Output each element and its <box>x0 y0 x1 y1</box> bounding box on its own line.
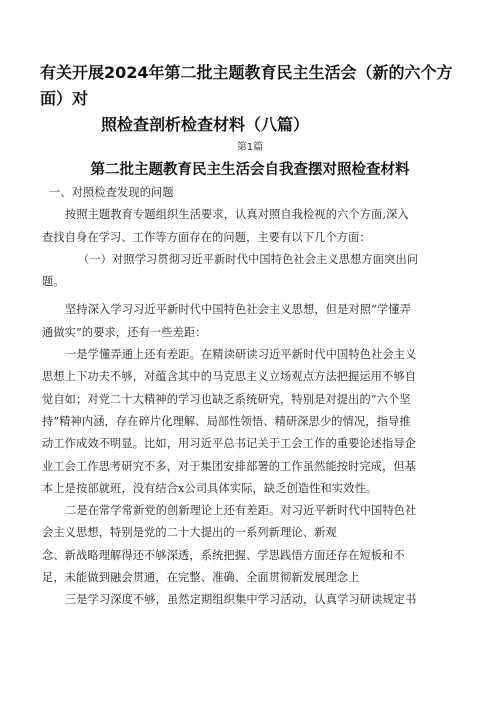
heading-problems: 一、对照检查发现的问题 <box>49 186 174 199</box>
paragraph-line: 一是学懂弄通上还有差距。在精读研读习近平新时代中国特色社会主义 <box>65 348 417 362</box>
paragraph-line: 按照主题教育专题组织生活要求，认真对照自我检视的六个方面,深入 <box>65 208 409 222</box>
document-body <box>42 182 462 612</box>
paragraph-line: 足，未能做到融会贯通，在完整、准确、全面贯彻新发展理念上 <box>42 571 360 585</box>
paragraph-intro <box>42 204 462 249</box>
paragraph-line: 通做实”的要求，还有一些差距： <box>42 325 207 339</box>
document-title <box>40 60 470 138</box>
paragraph-point-one <box>42 344 462 500</box>
paragraph-line: （一）对照学习贯彻习近平新时代中国特色社会主义思想方面突出问 <box>78 252 419 266</box>
paragraph-line: 坚持深入学习习近平新时代中国特色社会主义思想，但是对照“学懂弄 <box>65 303 411 317</box>
paragraph-line: 题。 <box>42 275 65 289</box>
paragraph-item-one <box>42 249 462 294</box>
paragraph-line: 会主义思想，特别是党的二十大提出的一系列新理论、新观 <box>42 526 337 540</box>
document-title-line-2: 照检查剖析检查材料（八篇） <box>101 115 310 134</box>
paragraph-line: 持”精神内涵，存在碎片化理解、局部性领悟、精研深思少的情况，指导推 <box>42 414 411 428</box>
document-title-line-1: 有关开展2024年第二批主题教育民主生活会（新的六个方面）对 <box>40 63 453 108</box>
paragraph-line: 三是学习深度不够，虽然定期组织集中学习活动，认真学习研读规定书 <box>65 593 417 607</box>
paragraph-line: 业工会工作思考研究不多，对于集团安排部署的工作虽然能按时完成，但基 <box>42 459 417 473</box>
paragraph-line: 觉自如；对党二十大精神的学习也缺乏系统研究，特别是对提出的“六个坚 <box>42 392 411 406</box>
paragraph-line: 查找自身在学习、工作等方面存在的问题，主要有以下几个方面： <box>42 230 371 244</box>
paragraph-point-two <box>42 500 462 589</box>
paragraph-line: 本上是按部就班，没有结合x公司具体实际，缺乏创造性和实效性。 <box>42 481 378 495</box>
paragraph-line: 动工作成效不明显。比如，用习近平总书记关于工会工作的重要论述指导企 <box>42 437 417 451</box>
section-label: 第1篇 <box>236 142 264 153</box>
paragraph-line: 念、新战略理解得还不够深透，系统把握、学思践悟方面还存在短板和不 <box>42 548 405 562</box>
paragraph-point-three <box>42 589 462 611</box>
paragraph-line: 思想上下功夫不够，对蕴含其中的马克思主义立场观点方法把握运用不够自 <box>42 370 417 384</box>
paragraph-study <box>42 299 462 344</box>
section-title: 第二批主题教育民主生活会自我查摆对照检查材料 <box>90 162 410 178</box>
paragraph-line: 二是在常学常新党的创新理论上还有差距。对习近平新时代中国特色社 <box>65 504 417 518</box>
